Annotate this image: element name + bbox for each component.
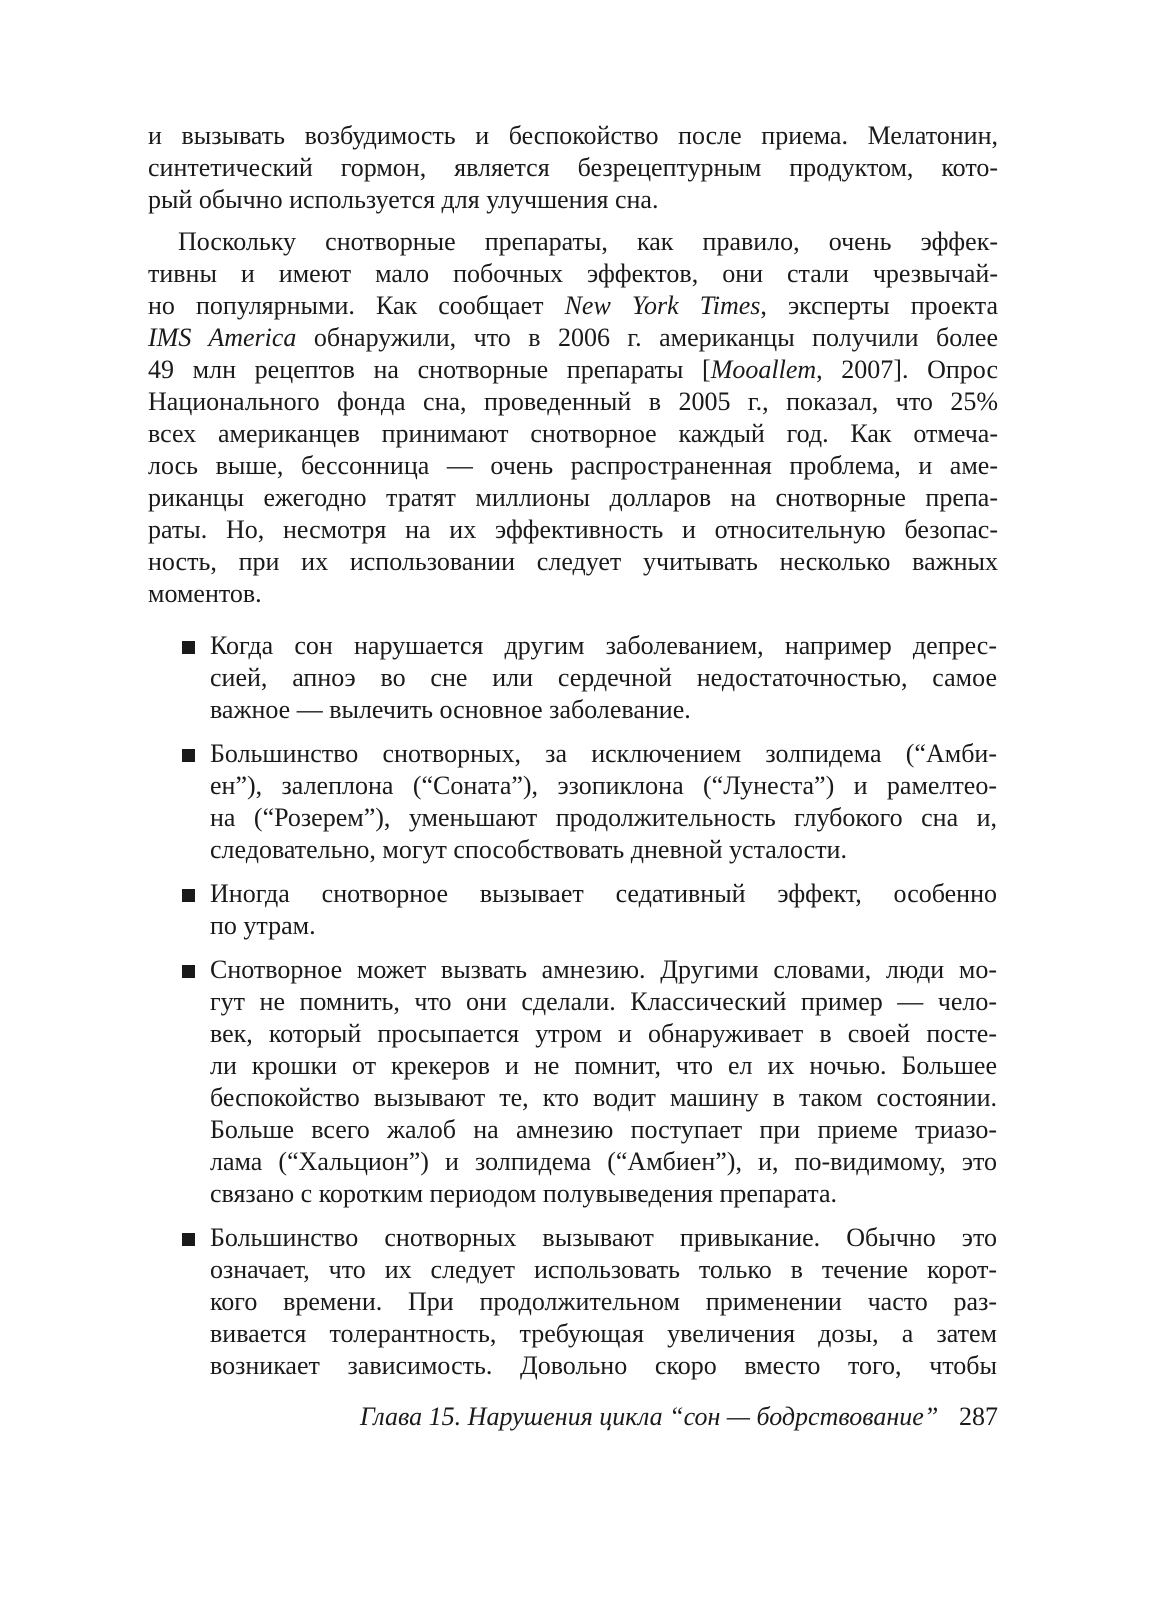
- text-line: вивается толерантность, требующая увеличения дозы, а затем: [210, 1319, 997, 1348]
- text-line: означает, что их следует использовать только в течение корот-: [210, 1255, 997, 1284]
- square-bullet-icon: [182, 965, 195, 978]
- text-line: Большинство снотворных, за исключением золпидема (“Амби-: [210, 739, 997, 768]
- text-line: ность, при их использовании следует учитывать несколько важных: [148, 547, 998, 576]
- text-line: ен”), залеплона (“Соната”), эзопиклона (“Лунеста”) и рамелтео-: [210, 771, 997, 800]
- text-line: важное — вылечить основное заболевание.: [210, 695, 691, 724]
- list-item: [148, 954, 998, 1210]
- text-line: беспокойство вызывают те, кто водит машину в таком состоянии.: [210, 1083, 997, 1112]
- text-line: сией, апноэ во сне или сердечной недостаточностью, самое: [210, 663, 997, 692]
- list-item: [148, 878, 998, 942]
- project-name: IMS America: [148, 323, 297, 352]
- text-line: гут не помнить, что они сделали. Классический пример — чело-: [210, 987, 997, 1016]
- text-line: Снотворное может вызвать амнезию. Другими словами, люди мо-: [210, 955, 997, 984]
- bullet-list: [148, 630, 998, 1382]
- text-line: тивны и имеют мало побочных эффектов, они стали чрезвычай-: [148, 259, 998, 288]
- text-line: риканцы ежегодно тратят миллионы долларов на снотворные препа-: [148, 483, 998, 512]
- text-line: но популярными. Как сообщает New York Times, эксперты проекта: [148, 291, 999, 320]
- text-line: раты. Но, несмотря на их эффективность и относительную безопас-: [148, 515, 998, 544]
- publication-name: New York Times: [564, 291, 761, 320]
- page-number: 287: [959, 1402, 998, 1431]
- text-line: Больше всего жалоб на амнезию поступает при приеме триазо-: [210, 1115, 997, 1144]
- paragraph-sleeping-pills: [148, 226, 998, 610]
- square-bullet-icon: [182, 1233, 195, 1246]
- text-line: Когда сон нарушается другим заболеванием, например депрес-: [210, 631, 997, 660]
- page-body: [148, 120, 998, 1382]
- text-line: на (“Розерем”), уменьшают продолжительность глубокого сна и,: [210, 803, 997, 832]
- text-line: лось выше, бессонница — очень распространенная проблема, и аме-: [148, 451, 998, 480]
- text-line: 49 млн рецептов на снотворные препараты [Mooallem, 2007]. Опрос: [148, 355, 998, 384]
- page-footer: [360, 1401, 998, 1433]
- square-bullet-icon: [182, 749, 195, 762]
- square-bullet-icon: [182, 641, 195, 654]
- list-item: [148, 630, 998, 726]
- text-line: следовательно, могут способствовать дневной усталости.: [210, 835, 847, 864]
- text-line: и вызывать возбудимость и беспокойство после приема. Мелатонин,: [148, 121, 998, 150]
- text-line: Большинство снотворных вызывают привыкание. Обычно это: [210, 1223, 997, 1252]
- text-line: Поскольку снотворные препараты, как правило, очень эффек-: [178, 227, 998, 256]
- text-line: лама (“Хальцион”) и золпидема (“Амбиен”), и, по-видимому, это: [210, 1147, 997, 1176]
- square-bullet-icon: [182, 889, 195, 902]
- running-chapter-title: Глава 15. Нарушения цикла “сон — бодрствование”: [360, 1402, 939, 1431]
- text-line: ли крошки от крекеров и не помнит, что ел их ночью. Большее: [210, 1051, 997, 1080]
- list-item: [148, 1222, 998, 1382]
- list-item: [148, 738, 998, 866]
- text-line: связано с коротким периодом полувыведения препарата.: [210, 1179, 837, 1208]
- text-line: возникает зависимость. Довольно скоро вместо того, чтобы: [210, 1351, 997, 1380]
- text-line: IMS America обнаружили, что в 2006 г. американцы получили более: [148, 323, 998, 352]
- text-line: рый обычно используется для улучшения сна.: [148, 185, 659, 214]
- text-line: всех американцев принимают снотворное каждый год. Как отмеча-: [148, 419, 998, 448]
- text-line: синтетический гормон, является безрецептурным продуктом, кото-: [148, 153, 998, 182]
- paragraph-continuation: [148, 120, 998, 216]
- text-line: век, который просыпается утром и обнаруживает в своей посте-: [210, 1019, 997, 1048]
- text-line: кого времени. При продолжительном применении часто раз-: [210, 1287, 997, 1316]
- text-line: Национального фонда сна, проведенный в 2005 г., показал, что 25%: [148, 387, 998, 416]
- citation-author: Mooallem: [710, 355, 817, 384]
- text-line: Иногда снотворное вызывает седативный эффект, особенно: [210, 879, 997, 908]
- text-line: по утрам.: [210, 911, 316, 940]
- text-line: моментов.: [148, 579, 262, 608]
